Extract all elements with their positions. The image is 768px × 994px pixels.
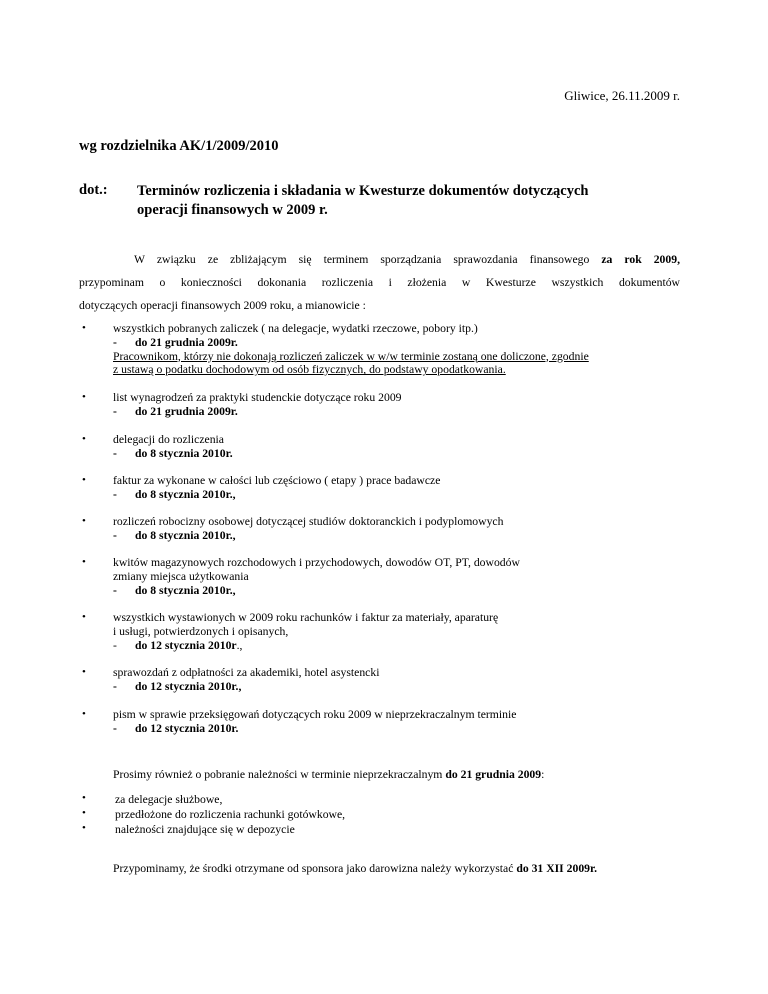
request-tail: : [541,768,545,781]
intro-line-1-text: W związku ze zbliżającym się terminem sporządzania sprawozdania finansowego [134,253,590,266]
dash: - [113,487,117,501]
subject-line-2: operacji finansowych w 2009 r. [137,202,328,218]
bullet-icon: • [82,515,86,527]
bullet-icon: • [82,433,86,445]
subject-title [137,182,697,220]
dash: - [113,446,117,460]
list-item-text-2: zmiany miejsca użytkowania [113,569,249,583]
bullet-icon: • [82,611,86,623]
dash: - [113,638,117,652]
list-item-deadline [113,639,498,653]
list-item-text: przedłożone do rozliczenia rachunki gotówkowe, [115,808,346,821]
deadline-text: do 21 grudnia 2009r. [135,335,238,349]
dash: - [113,721,117,735]
place-date: Gliwice, 26.11.2009 r. [564,88,680,103]
list-item-deadline [113,447,233,461]
list-item-deadline [113,584,520,598]
bullet-icon: • [82,792,86,804]
intro-line-2: przypominam o konieczności dokonania rozliczenia i złożenia w Kwesturze wszystkich dokumentów [79,276,680,289]
bullet-icon: • [82,322,86,334]
distribution-line: wg rozdzielnika AK/1/2009/2010 [79,138,279,154]
bullet-icon: • [82,822,86,834]
deadline-text: do 8 stycznia 2010r., [135,583,236,597]
list-item-text: faktur za wykonane w całości lub częściowo ( etapy ) prace badawcze [113,474,441,487]
intro-line-1 [79,248,680,271]
bullet-icon: • [82,708,86,720]
intro-line-1-bold: za rok 2009, [601,253,680,266]
deadline-text: do 12 stycznia 2010r [135,638,237,652]
list-item-text: wszystkich wystawionych w 2009 roku rachunków i faktur za materiały, aparaturę [113,611,499,624]
bullet-icon: • [82,556,86,568]
deadline-text: do 8 stycznia 2010r., [135,487,236,501]
list-item-text: kwitów magazynowych rozchodowych i przychodowych, dowodów OT, PT, dowodów [113,556,520,569]
dash: - [113,335,117,349]
list-item-text: list wynagrodzeń za praktyki studenckie dotyczące roku 2009 [113,391,402,404]
request-text: Prosimy również o pobranie należności w terminie nieprzekraczalnym [113,768,443,781]
deadline-tail: ., [236,638,243,652]
list-item-note-1: Pracownikom, którzy nie dokonają rozliczeń zaliczek w w/w terminie zostaną one doliczone, zgodnie [113,349,589,363]
list-item-deadline [113,680,379,694]
list-item-deadline [113,336,589,350]
bullet-icon: • [82,474,86,486]
list-item-text: sprawozdań z odpłatności za akademiki, hotel asystencki [113,666,380,679]
list-item-deadline [113,529,503,543]
list-item-deadline [113,488,440,502]
request-deadline: do 21 grudnia 2009 [445,768,542,781]
reminder-deadline: do 31 XII 2009r. [516,862,598,875]
dash: - [113,528,117,542]
dash: - [113,679,117,693]
request-paragraph [113,768,544,781]
list-item-deadline [113,722,516,736]
list-item-text: wszystkich pobranych zaliczek ( na delegacje, wydatki rzeczowe, pobory itp.) [113,322,478,335]
list-item-text: delegacji do rozliczenia [113,433,224,446]
list-item-text: pism w sprawie przeksięgowań dotyczących roku 2009 w nieprzekraczalnym terminie [113,708,517,721]
intro-line-3: dotyczących operacji finansowych 2009 roku, a mianowicie : [79,299,366,312]
list-item-text-2: i usługi, potwierdzonych i opisanych, [113,624,289,638]
bullet-icon: • [82,807,86,819]
deadline-text: do 12 stycznia 2010r. [135,721,239,735]
intro-paragraph [79,248,680,317]
deadline-text: do 12 stycznia 2010r., [135,679,242,693]
deadline-text: do 21 grudnia 2009r. [135,404,238,418]
dash: - [113,404,117,418]
subject-line-1: Terminów rozliczenia i składania w Kwesturze dokumentów dotyczących [137,183,589,199]
deadline-text: do 8 stycznia 2010r., [135,528,236,542]
list-item-text: należności znajdujące się w depozycie [115,823,295,836]
reminder-paragraph [113,862,597,875]
dash: - [113,583,117,597]
list-item-note-2: z ustawą o podatku dochodowym od osób fizycznych, do podstawy opodatkowania. [113,363,506,377]
reminder-text: Przypominamy, że środki otrzymane od sponsora jako darowizna należy wykorzystać [113,862,514,875]
list-item-text: za delegacje służbowe, [115,793,223,806]
list-item-text: rozliczeń robocizny osobowej dotyczącej studiów doktoranckich i podyplomowych [113,515,504,528]
list-item-deadline [113,405,402,419]
bullet-icon: • [82,391,86,403]
deadline-text: do 8 stycznia 2010r. [135,446,233,460]
subject-label: dot.: [79,182,108,198]
bullet-icon: • [82,666,86,678]
